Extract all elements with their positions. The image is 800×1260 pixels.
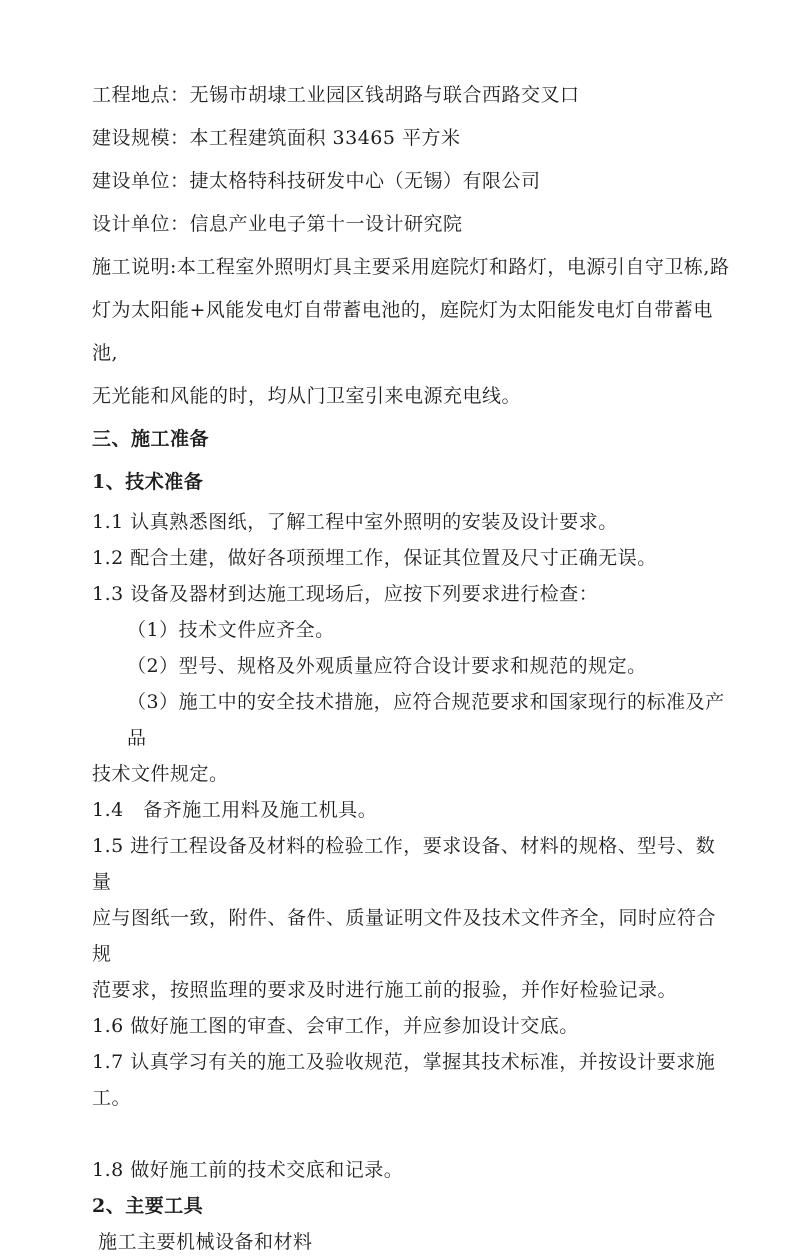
item-1-5: 1.5 进行工程设备及材料的检验工作，要求设备、材料的规格、型号、数量	[92, 835, 716, 893]
item-1-1: 1.1 认真熟悉图纸，了解工程中室外照明的安装及设计要求。	[92, 511, 618, 533]
info-line-project-scale: 建设规模：本工程建筑面积 33465 平方米	[92, 127, 461, 149]
item-1-4: 1.4 备齐施工用料及施工机具。	[92, 799, 378, 821]
info-line-design-unit: 设计单位：信息产业电子第十一设计研究院	[92, 213, 463, 235]
section-heading-construction-preparation: 三、施工准备	[92, 428, 210, 450]
construction-note-line-3: 无光能和风能的时，均从门卫室引来电源充电线。	[92, 385, 522, 407]
check-item-3: （3）施工中的安全技术措施，应符合规范要求和国家现行的标准及产品	[127, 691, 725, 749]
info-line-project-location: 工程地点：无锡市胡埭工业园区钱胡路与联合西路交叉口	[92, 84, 580, 106]
check-item-2: （2）型号、规格及外观质量应符合设计要求和规范的规定。	[127, 655, 647, 677]
closing-line-equipment-materials: 施工主要机械设备和材料	[98, 1231, 313, 1253]
blank-line	[92, 1116, 730, 1152]
item-1-5-continuation-2: 范要求，按照监理的要求及时进行施工前的报验，并作好检验记录。	[92, 979, 678, 1001]
item-1-2: 1.2 配合土建，做好各项预埋工作，保证其位置及尺寸正确无误。	[92, 547, 657, 569]
project-info-section	[92, 74, 730, 246]
item-1-6: 1.6 做好施工图的审查、会审工作，并应参加设计交底。	[92, 1015, 579, 1037]
item-1-7: 1.7 认真学习有关的施工及验收规范，掌握其技术标准，并按设计要求施工。	[92, 1051, 716, 1109]
construction-note-line-2: 灯为太阳能+风能发电灯自带蓄电池的，庭院灯为太阳能发电灯自带蓄电池,	[92, 299, 713, 364]
item-1-8: 1.8 做好施工前的技术交底和记录。	[92, 1159, 404, 1181]
construction-note-line-1: 施工说明:本工程室外照明灯具主要采用庭院灯和路灯，电源引自守卫栋,路	[92, 256, 730, 278]
item-1-5-continuation-1: 应与图纸一致，附件、备件、质量证明文件及技术文件齐全，同时应符合规	[92, 907, 717, 965]
item-1-3: 1.3 设备及器材到达施工现场后，应按下列要求进行检查：	[92, 583, 599, 605]
subsection-heading-main-tools: 2、主要工具	[92, 1195, 204, 1217]
technical-preparation-items	[92, 504, 730, 1188]
info-line-construction-unit: 建设单位：捷太格特科技研发中心（无锡）有限公司	[92, 170, 541, 192]
check-item-1: （1）技术文件应齐全。	[127, 619, 335, 641]
subsection-heading-technical-preparation: 1、技术准备	[92, 471, 204, 493]
construction-note-paragraph	[92, 246, 730, 418]
check-item-3-continuation: 技术文件规定。	[92, 763, 229, 785]
